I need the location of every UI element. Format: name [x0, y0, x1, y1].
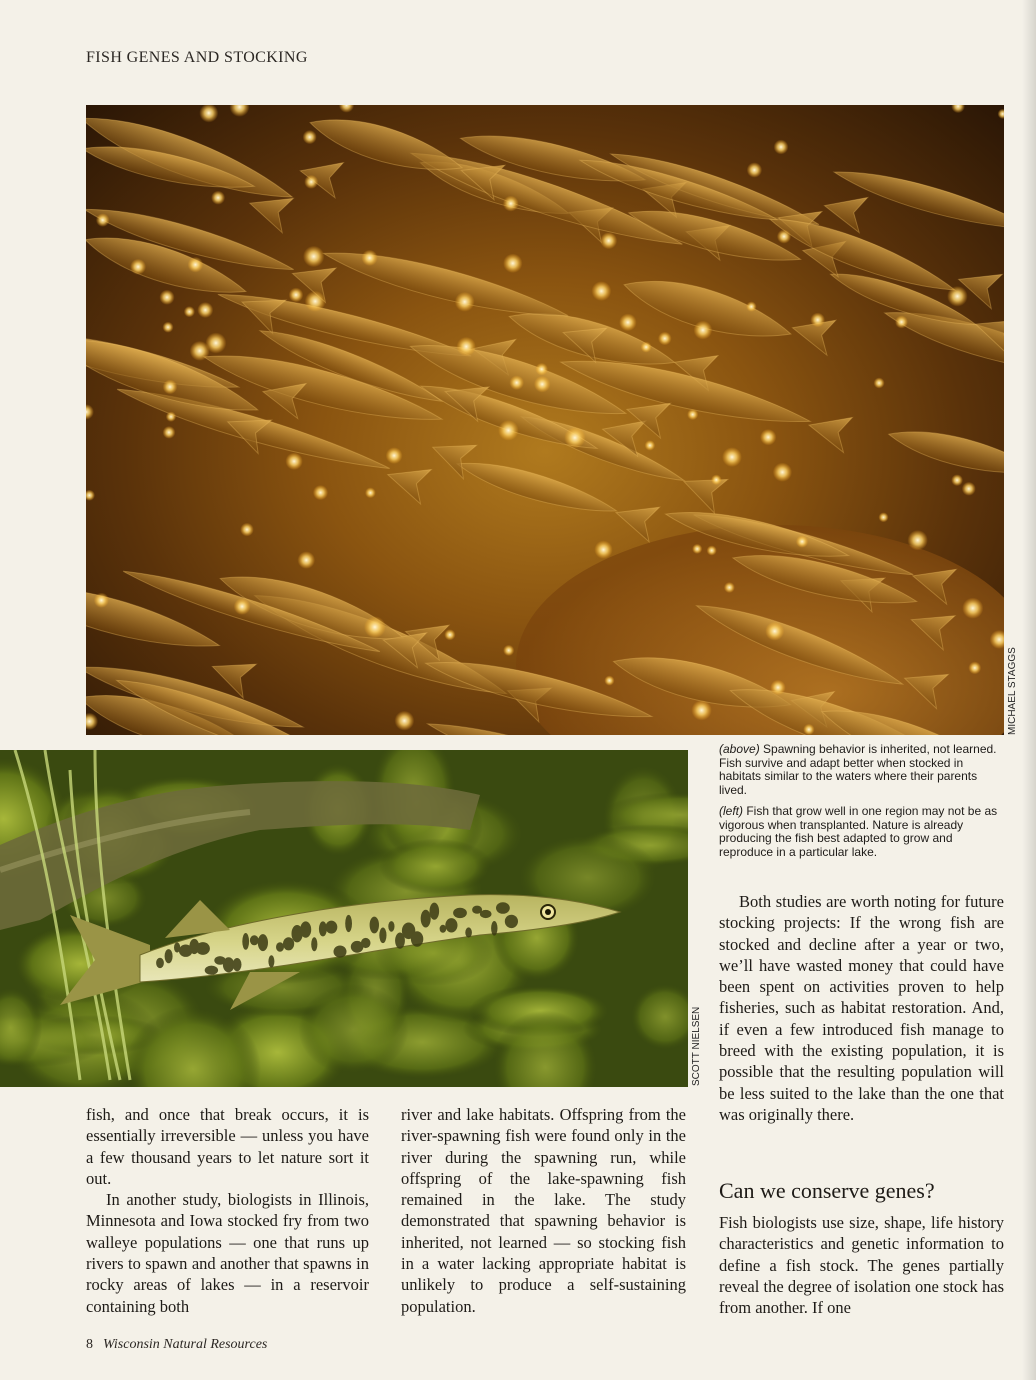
glowing-eye — [305, 291, 326, 312]
pike-spot — [421, 910, 431, 928]
glowing-eye — [564, 427, 585, 448]
pike-spot — [388, 921, 394, 932]
glowing-eye — [86, 404, 94, 420]
pike-spot — [345, 915, 352, 932]
glowing-eye — [947, 286, 968, 307]
glowing-eye — [503, 254, 522, 273]
pike-spot — [440, 925, 447, 933]
fish-tail — [296, 153, 343, 197]
spawning-fish-photo — [86, 105, 1004, 735]
glowing-eye — [722, 447, 742, 467]
glowing-eye — [803, 724, 814, 735]
glowing-eye — [592, 281, 612, 301]
pike-spot — [496, 902, 510, 914]
glowing-eye — [645, 440, 656, 451]
glowing-eye — [285, 453, 302, 470]
pike-spot — [276, 942, 284, 951]
glowing-eye — [760, 429, 776, 445]
glowing-eye — [687, 409, 698, 420]
glowing-eye — [694, 321, 713, 340]
fish-silhouette — [454, 452, 620, 523]
fish-silhouette — [885, 421, 1004, 485]
pike-spot — [505, 915, 518, 928]
glowing-eye — [535, 363, 548, 376]
glowing-eye — [747, 162, 762, 177]
pike-spot — [311, 937, 317, 951]
page-number: 8 — [86, 1337, 93, 1352]
caption-above: (above) Spawning behavior is inherited, not learned. Fish survive and adapt better when stocked in habitats similar to the waters where their parents lived. — [719, 742, 997, 797]
pike-spot — [334, 946, 347, 958]
glowing-eye — [298, 551, 316, 569]
glowing-eye — [184, 306, 195, 317]
paragraph: In another study, biologists in Illinois, Minnesota and Iowa stocked fry from two walleye populations — one that runs up rivers to spawn and another that spawns in rocky areas of lakes — in a reservoir containing both — [86, 1190, 369, 1316]
glowing-eye — [711, 475, 722, 486]
glowing-eye — [130, 259, 146, 275]
glowing-eye — [962, 482, 976, 496]
pike-spot — [205, 966, 218, 975]
glowing-eye — [205, 333, 226, 354]
glowing-eye — [879, 512, 889, 522]
glowing-eye — [692, 544, 702, 554]
glowing-eye — [534, 376, 551, 393]
pike-spot — [165, 949, 173, 963]
glowing-eye — [362, 250, 378, 266]
glowing-eye — [230, 105, 250, 117]
glowing-eye — [364, 616, 386, 638]
glowing-eye — [765, 622, 784, 641]
pike-spot — [453, 908, 467, 918]
pike-spot — [361, 938, 371, 948]
paragraph: Both studies are worth noting for future stocking projects: If the wrong fish are stocked and decline after a year or two, we’ll have wasted money that could have been spent on activities proven to help fisheries, such as habitat restoration. And, if even a few introduced fish manage to breed with the existing population, it is possible that the resulting population will be less suited to the lake than the one that was originally there. — [719, 892, 1004, 1124]
pike-spot — [242, 933, 249, 950]
glowing-eye — [895, 316, 908, 329]
section-kicker: FISH GENES AND STOCKING — [86, 49, 308, 66]
paragraph: river and lake habitats. Offspring from the river-spawning fish were found only in the river during the spawning run, while offspring of the lake-spawning fish remained in the lake. The study demonstrated that spawning behavior is inherited, not learned — so stocking fish in a water lacking appropriate habitat is unlikely to produce a self-sustaining population. — [401, 1105, 686, 1316]
glowing-eye — [304, 175, 318, 189]
glowing-eye — [289, 288, 304, 303]
glowing-eye — [951, 474, 963, 486]
body-column-3-top — [719, 891, 1004, 1125]
fish-tail — [677, 465, 727, 513]
glowing-eye — [658, 332, 672, 346]
pike-spot — [465, 927, 472, 937]
glowing-eye — [457, 337, 476, 356]
fish-tail — [820, 188, 867, 232]
glowing-eye — [968, 662, 981, 675]
fish-tail — [382, 457, 431, 503]
glowing-eye — [503, 645, 514, 656]
fish-tail — [291, 729, 341, 735]
glowing-eye — [96, 213, 110, 227]
glowing-eye — [199, 105, 218, 123]
glowing-eye — [619, 314, 637, 332]
body-column-1 — [86, 1104, 369, 1317]
glowing-eye — [339, 105, 354, 113]
glowing-eye — [303, 130, 317, 144]
caption-left: (left) Fish that grow well in one region may not be as vigorous when transplanted. Nature is already producing the fish best adapted to grow and reproduce in a particular lake. — [719, 804, 998, 859]
glowing-eye — [707, 545, 717, 555]
glowing-eye — [641, 342, 652, 353]
pike-spot — [300, 921, 311, 937]
pike-spot — [326, 921, 338, 934]
pike-spot — [480, 910, 492, 918]
pike-spot — [411, 931, 423, 947]
glowing-eye — [365, 487, 376, 498]
glowing-eye — [777, 229, 791, 243]
pike-spot — [379, 928, 386, 944]
publication-name: Wisconsin Natural Resources — [103, 1337, 268, 1352]
pike-spot — [319, 921, 327, 936]
pike-spot — [445, 918, 457, 932]
pike-spot — [258, 934, 268, 951]
glowing-eye — [951, 105, 965, 113]
glowing-eye — [211, 191, 225, 205]
page-footer — [86, 1337, 267, 1353]
glowing-eye — [86, 490, 95, 501]
glowing-eye — [159, 290, 174, 305]
body-column-2 — [401, 1104, 686, 1317]
pike-spot — [283, 937, 294, 950]
glowing-eye — [163, 426, 176, 439]
glowing-eye — [770, 680, 785, 695]
photo-credit-top: MICHAEL STAGGS — [1007, 647, 1018, 735]
glowing-eye — [691, 700, 711, 720]
weed-clump — [379, 839, 492, 895]
pike-spot — [370, 917, 379, 934]
photo-captions — [719, 743, 1007, 867]
section-heading: Can we conserve genes? — [719, 1178, 935, 1203]
pike-spot — [196, 942, 210, 955]
glowing-eye — [600, 232, 617, 249]
pike-spot — [491, 921, 497, 936]
glowing-eye — [166, 412, 176, 422]
pike-spot — [268, 955, 274, 967]
pike-spot — [156, 958, 164, 968]
photo-credit-left: SCOTT NIELSEN — [691, 1006, 702, 1086]
glowing-eye — [197, 302, 213, 318]
glowing-eye — [874, 378, 885, 389]
glowing-eye — [796, 535, 808, 547]
fish-silhouette — [619, 266, 797, 352]
pike-spot — [233, 958, 242, 971]
glowing-eye — [908, 530, 928, 550]
fish-tail — [805, 408, 853, 453]
glowing-eye — [444, 629, 455, 640]
glowing-eye — [303, 246, 324, 267]
glowing-eye — [313, 485, 328, 500]
glowing-eye — [773, 463, 792, 482]
glowing-eye — [498, 420, 519, 441]
muskellunge-photo — [0, 750, 688, 1087]
glowing-eye — [386, 447, 403, 464]
paragraph: Fish biologists use size, shape, life history characteristics and genetic information to define a fish stock. The genes partially reveal the degree of isolation one stock has from another. If one — [719, 1213, 1004, 1318]
page-edge-shadow — [1022, 0, 1036, 1380]
glowing-eye — [774, 140, 789, 155]
glowing-eye — [455, 292, 475, 312]
glowing-eye — [86, 713, 98, 730]
glowing-eye — [395, 711, 415, 731]
glowing-eye — [188, 257, 204, 273]
glowing-eye — [163, 380, 178, 395]
glowing-eye — [240, 523, 254, 537]
paragraph: fish, and once that break occurs, it is essentially irreversible — unless you have a few thousand years to let nature sort it out. — [86, 1105, 369, 1188]
glowing-eye — [604, 676, 614, 686]
fish-tail — [611, 495, 660, 541]
glowing-eye — [962, 598, 983, 619]
glowing-eye — [810, 313, 825, 328]
glowing-eye — [503, 196, 519, 212]
body-column-3-bottom — [719, 1212, 1004, 1318]
glowing-eye — [746, 301, 756, 311]
glowing-eye — [998, 109, 1004, 119]
weed-clump — [298, 984, 408, 1075]
pike-spot — [430, 903, 440, 920]
glowing-eye — [594, 541, 612, 559]
glowing-eye — [234, 598, 251, 615]
glowing-eye — [724, 582, 735, 593]
glowing-eye — [163, 322, 174, 333]
glowing-eye — [94, 593, 109, 608]
pike-spot — [250, 935, 259, 945]
glowing-eye — [509, 375, 524, 390]
pike-spot — [223, 957, 234, 972]
